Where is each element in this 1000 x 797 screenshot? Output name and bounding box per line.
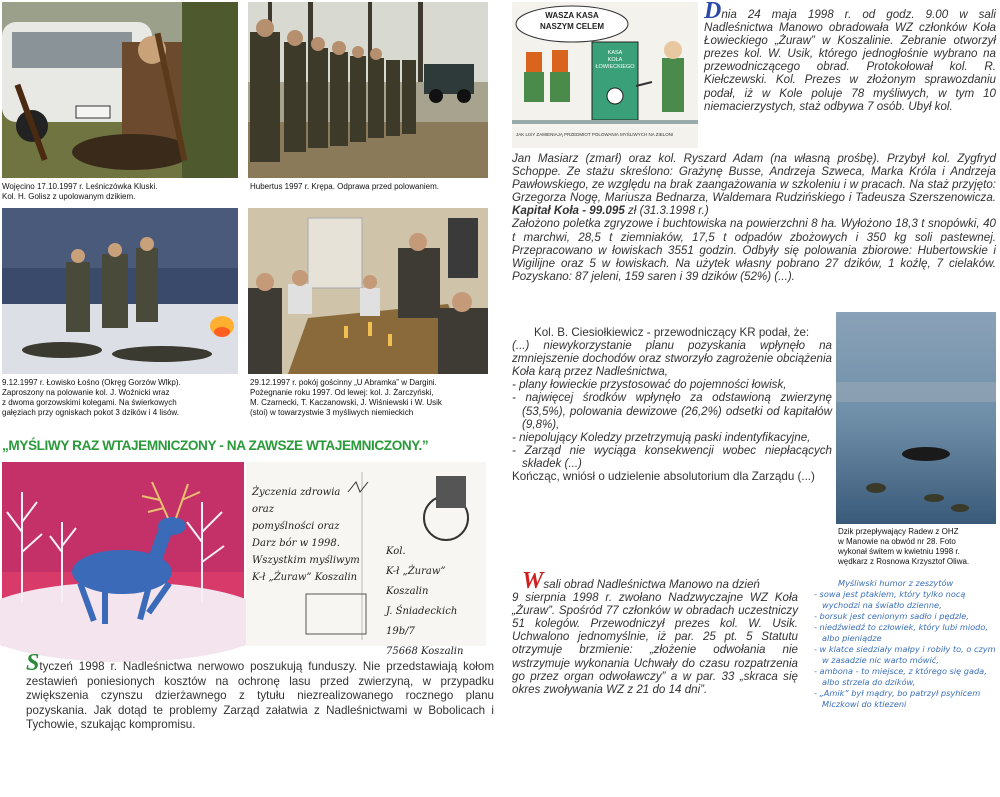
cartoon-bubble-text: WASZA KASA NASZYM CELEM bbox=[540, 11, 604, 31]
article-top-body2: Założono poletka zgryzowe i buchtowiska na powierzchni 8 ha. Wyłożono 18,3 t snopówki, 40 t marchwi, 28,5 t ziemniaków, 17,5 t odpadów zbożowych i 350 kg soli pastewnej. Przepracowano w łowiskach 3551 godzin. Odbyły się polowania zbiorowe: Hubertowskie i Wigilijne oraz 5 w łowiskach. Na użytek własny pobrano 27 dzików, 1 koźlę, 7 cielaków. Pozyskano: 87 jeleni, 159 saren i 39 dzików (52%) (...). bbox=[512, 217, 996, 283]
dropcap-w: W bbox=[522, 568, 544, 594]
article-mid bbox=[512, 568, 798, 696]
list-item: - najwięcej środków wpłynęło za odstawioną zwierzynę (53,5%), polowania dewizowe (26,2%) odsetki od kapitałów (9,8%), bbox=[512, 391, 832, 431]
cartoon-foxes-safe bbox=[512, 2, 698, 148]
caption-photo-4: 29.12.1997 r. pokój gościnny „U Abramka” w Dargini. Pożegnanie roku 1997. Od lewej: kol. J. Żarczyński, M. Czarnecki, T. Kaczanowski, J. Wiśniewski i W. Usik (stoi) w towarzystwie 3 myśliwych niemieckich bbox=[250, 378, 442, 417]
dropcap-d: D bbox=[704, 0, 722, 24]
article-mid-body: 9 sierpnia 1998 r. zwołano Nadzwyczajne WZ Koła „Żuraw”. Spośród 77 członków w obradach uczestniczy 51 kolegów. Przewodniczył prezes kol. W. Usik. Uchwalono jednomyślnie, iż par. 25 pt. 5 Statutu otrzymuje brzmienie: „złożenie odwołania nie wstrzymuje wykonania Uchwały do czasu rozpatrzenia go przez organ odwoławczy” a w par. 33 „skraca się okres zwoływania WZ z 21 do 14 dni”. bbox=[512, 591, 798, 696]
letter-left-text: Życzenia zdrowia oraz pomyślności oraz Darz bór w 1998. Wszystkim myśliwym K-ł „Żuraw” Koszalin bbox=[252, 487, 360, 583]
list-item: - borsuk jest cenionym sadło i pędzle, bbox=[814, 611, 969, 621]
photo-guest-room-party bbox=[248, 208, 488, 374]
article-bottom-text: tyczeń 1998 r. Nadleśnictwa nerwowo poszukują funduszy. Nie przedstawiają kołom zestawień poniesionych kosztów na ochronę lasu przed zwierzyną, w przypadku zwiększenia czynszu dzierżawnego z tytułu niezrealizowanego rocznego planu pozyskania. Jak dotąd te problemy Zarząd załatwia z Nadleśnictwami w Bobolicach i Tychowie, szukając kompromisu. bbox=[26, 660, 494, 731]
caption-photo-3: 9.12.1997 r. Łowisko Łośno (Okręg Gorzów Wlkp). Zaproszony na polowanie kol. J. Woźnicki wraz z dwoma gorzowskimi kolegami. Na świerkowych gałęziach przy ogniskach pokot 3 dzików i 4 lisów. bbox=[2, 378, 181, 417]
list-item: - Zarząd nie wyciąga konsekwencji wobec niepłacących składek (...) bbox=[512, 443, 832, 470]
greeting-letter bbox=[246, 462, 486, 657]
photo-hunters-briefing bbox=[248, 2, 488, 178]
article-top-lead bbox=[704, 0, 996, 113]
photo-hunter-with-boar bbox=[2, 2, 238, 178]
list-item: - w klatce siedziały małpy i robiły to, o czym w zasadzie nic warto mówić, bbox=[814, 644, 996, 665]
cartoon-caption: JAK LISY ZAMIENIAJĄ PRZEDMIOT POLOWANIA MYŚLIWYCH NA ZIELONI bbox=[516, 132, 674, 137]
article-top-body1: Jan Masiarz (zmarł) oraz kol. Ryszard Adam (na własną prośbę). Przybył kol. Zygfryd Schoppe. Ze stażu skreślono: Grażynę Busse, Andrzeja Szweca, Marka Króla i Andrzeja Pawłowskiego, ze względu na brak zaangażowania w szkoleniu i w pracach. Na staż przyjęto: Grzegorza Nogę, Mariusza Bednarza, Waldemara Rudzińskiego i Tadeusza Szerszenowicza. Kapitał Koła - 99.095 zł (31.3.1998 r.) bbox=[512, 152, 996, 218]
article-top-lead-text: nia 24 maja 1998 r. od godz. 9.00 w sali Nadleśnictwa Manowo obradowała WZ członków Koła Łowieckiego „Żuraw” w Koszalinie. Zebranie otworzył prezes kol. W. Usik, którego jednogłośnie wybrano na przewodniczącego obrad. Protokołował kol. R. Kiełczewski. Kol. Prezes w złożonym sprawozdaniu podał, iż w Kole poluje 78 myśliwych, w tym 10 niemacierzystych, staż odbywa 7 osób. Ubył kol. bbox=[704, 8, 996, 113]
list-item: - niedźwiedź to człowiek, który lubi miodo, albo pieniądze bbox=[814, 622, 988, 643]
humor-section bbox=[808, 578, 1000, 710]
dropcap-s: S bbox=[26, 650, 40, 676]
review-bullets bbox=[512, 378, 832, 470]
list-item: - plany łowieckie przystosować do pojemności łowisk, bbox=[512, 378, 787, 392]
headline-text: „MYŚLIWY RAZ WTAJEMNICZONY - NA ZAWSZE WTAJEMNICZONY.” bbox=[2, 438, 429, 453]
list-item: - ambona - to miejsce, z którego się gada, albo strzela do dzików, bbox=[814, 666, 987, 687]
photo-boar-crossing-river bbox=[836, 312, 996, 524]
article-mid-lead: sali obrad Nadleśnictwa Manowo na dzień bbox=[543, 578, 760, 591]
list-item: - „Amik” był mądry, bo patrzył psyhicem Miczkowi do ktiezeni bbox=[814, 688, 981, 709]
closing: Kończąc, wniósł o udzielenie absolutorium dla Zarządu (...) bbox=[512, 470, 815, 484]
article-top-review bbox=[512, 326, 832, 483]
humor-title: Myśliwski humor z zeszytów bbox=[838, 578, 954, 588]
cartoon-safe-label: KASA KOŁA ŁOWIECKIEGO bbox=[595, 50, 635, 70]
headline bbox=[2, 438, 494, 453]
caption-photo-2: Hubertus 1997 r. Krępa. Odprawa przed polowaniem. bbox=[250, 182, 439, 191]
card-deer-illustration bbox=[2, 462, 244, 646]
list-item: - sowa jest ptakiem, który tylko nocą wychodzi na światło dzienne, bbox=[814, 589, 966, 610]
ciesiolkiewicz-line: Kol. B. Ciesiołkiewicz - przewodniczący KR podał, że: bbox=[534, 326, 810, 339]
kapital-label: Kapitał Koła - 99.095 bbox=[512, 204, 625, 218]
quote-intro: (...) niewykorzystanie planu pozyskania wpłynęło na zmniejszenie dochodów oraz stworzyło zagrożenie obciążenia Koła karą przez Nadleśnictwa, bbox=[512, 339, 832, 379]
article-top-body bbox=[512, 152, 996, 283]
photo-snow-hunt bbox=[2, 208, 238, 374]
list-item: - niepolujący Koledzy przetrzymują paski indentyfikacyjne, bbox=[512, 430, 811, 444]
letter-address: Kol. K-ł „Żuraw” Koszalin J. Śniadeckich 19b/7 75668 Koszalin bbox=[386, 546, 464, 657]
kapital-rest: zł (31.3.1998 r.) bbox=[624, 204, 709, 218]
article-bottom bbox=[26, 650, 494, 733]
caption-photo-1: Wojęcino 17.10.1997 r. Leśniczówka Kluski. Kol. H. Golisz z upolowanym dzikiem. bbox=[2, 182, 158, 201]
caption-photo-5: Dzik przepływający Radew z OHZ w Manowie na obwód nr 28. Foto wykonał świtem w kwietniu 1998 r. wędkarz z Rosnowa Krzysztof Oliwa. bbox=[838, 527, 970, 566]
